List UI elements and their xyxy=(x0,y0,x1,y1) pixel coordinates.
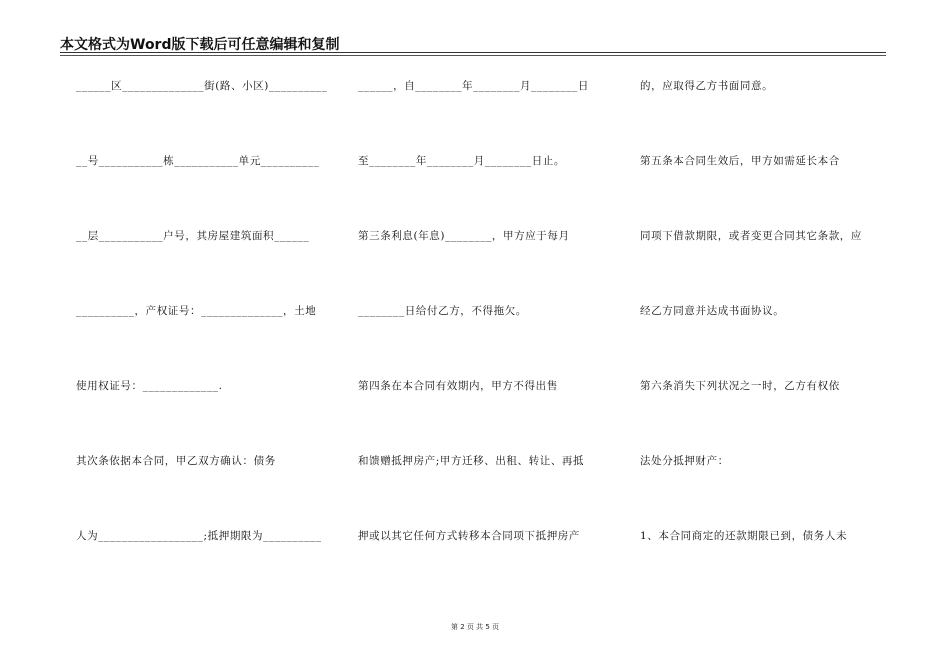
text-column-1 xyxy=(76,78,326,603)
text-line: 第五条本合同生效后，甲方如需延长本合 xyxy=(640,155,840,167)
header-rule xyxy=(60,52,886,53)
text-column-3 xyxy=(640,78,888,603)
text-line: 使用权证号：_____________. xyxy=(76,380,223,392)
text-line: 至________年________月________日止。 xyxy=(358,155,565,167)
text-line: 第三条利息(年息)________，甲方应于每月 xyxy=(358,230,570,242)
text-line: 其次条依据本合同，甲乙双方确认：债务 xyxy=(76,455,276,467)
text-line: 1、本合同商定的还款期限已到，债务人未 xyxy=(640,530,848,542)
text-column-2 xyxy=(358,78,608,603)
header-rule-thin xyxy=(60,55,886,56)
text-line: 第六条消失下列状况之一时，乙方有权依 xyxy=(640,380,840,392)
text-line: __号___________栋___________单元__________ xyxy=(76,155,320,167)
page-number: 第 2 页 共 5 页 xyxy=(450,623,500,631)
text-line: ______区______________街(路、小区)__________ xyxy=(76,80,328,92)
text-line: ________日给付乙方，不得拖欠。 xyxy=(358,305,527,317)
text-line: __层___________户号，其房屋建筑面积______ xyxy=(76,230,310,242)
text-line: 第四条在本合同有效期内，甲方不得出售 xyxy=(358,380,558,392)
text-line: ______，自________年________月________日 xyxy=(358,80,589,92)
document-header: 本文格式为Word版下载后可任意编辑和复制 xyxy=(60,37,340,53)
text-line: 经乙方同意并达成书面协议。 xyxy=(640,305,785,317)
text-line: __________，产权证号：______________，土地 xyxy=(76,305,317,317)
text-line: 押或以其它任何方式转移本合同项下抵押房产 xyxy=(358,530,580,542)
text-line: 同项下借款期限，或者变更合同其它条款，应 xyxy=(640,230,862,242)
text-line: 的，应取得乙方书面同意。 xyxy=(640,80,774,92)
text-line: 人为__________________;抵押期限为__________ xyxy=(76,530,322,542)
text-line: 法处分抵押财产： xyxy=(640,455,729,467)
text-line: 和馈赠抵押房产;甲方迁移、出租、转让、再抵 xyxy=(358,455,585,467)
